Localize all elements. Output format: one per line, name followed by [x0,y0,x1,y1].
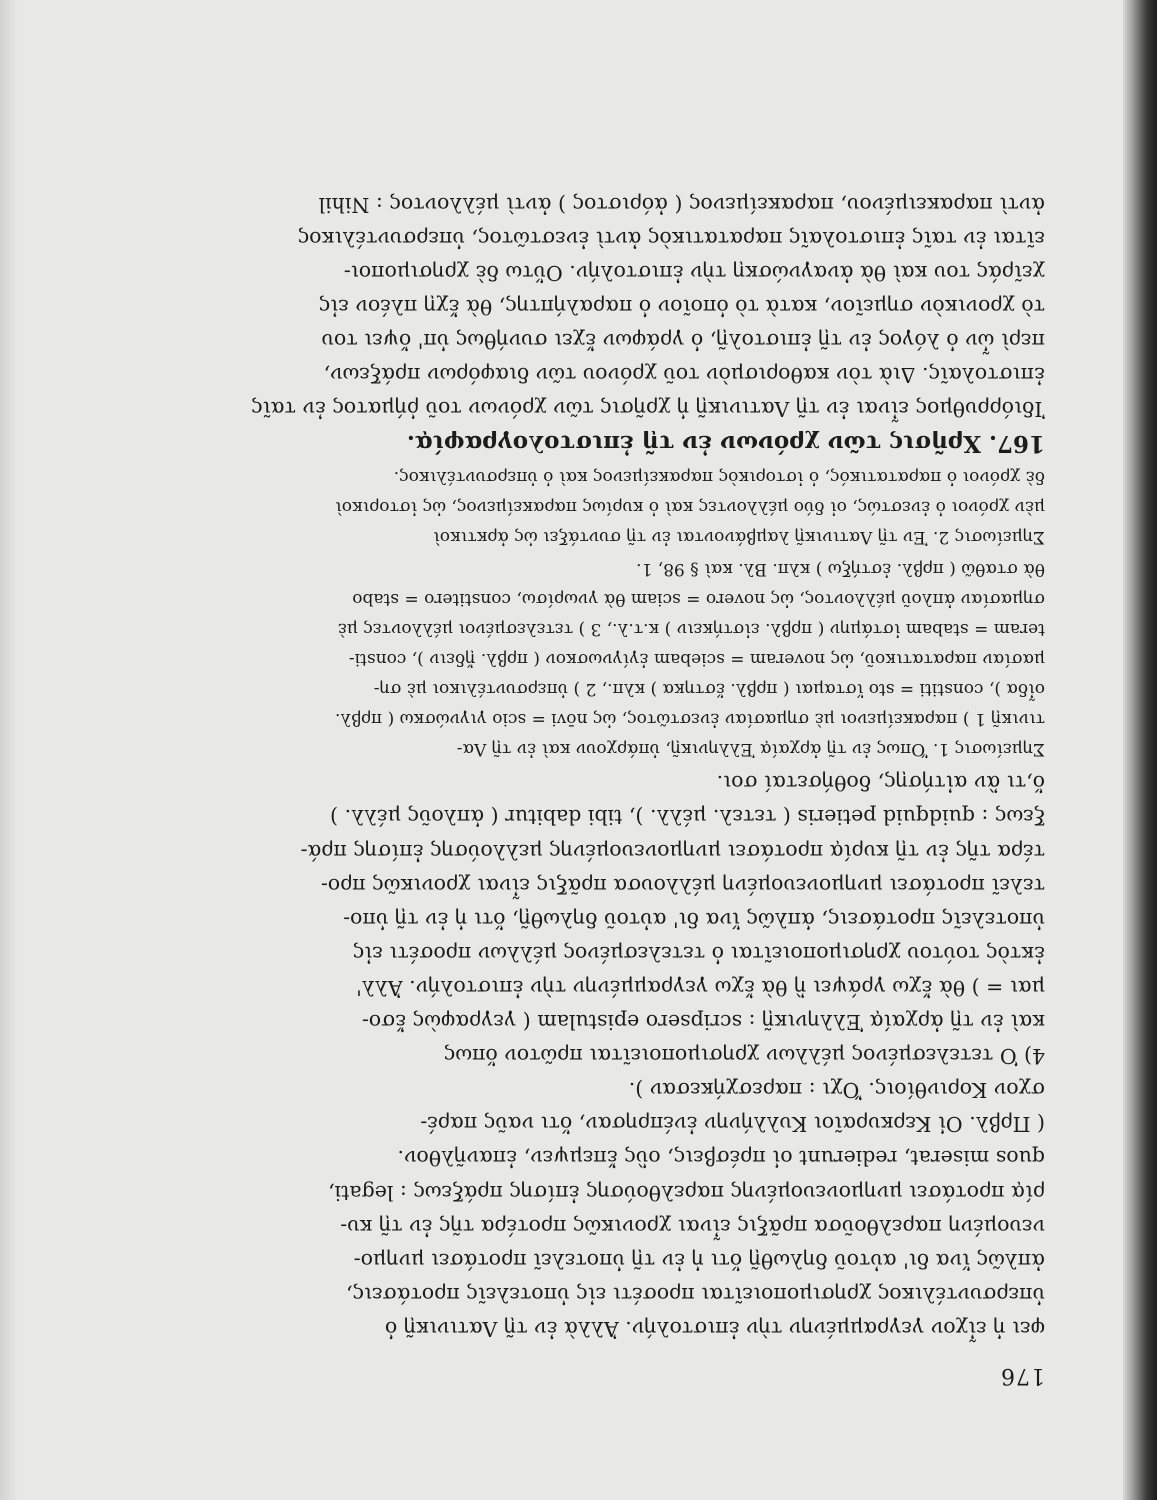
text-line: ἐκτὸς τούτου χρησιμοποιεῖται ὁ τετελεσμένος μέλλων προσέτι εἰς [352,941,1045,966]
text-line: φει ἡ εἶχον γεγραμμένην τὴν ἐπιστολήν. Ἀλλὰ ἐν τῇ Λατινικῇ ὁ [384,1316,1045,1341]
text-line: ξεως : quidquid petieris ( τετελ. μέλλ. ), tibi dabitur ( ἁπλοῦς μέλλ. ) [330,805,1045,830]
text-line: Ἰδιόρρυθμος εἶναι ἐν τῇ Λατινικῇ ἡ χρῆσις τῶν χρόνων τοῦ ῥήματος ἐν ταῖς [251,397,1045,422]
text-line: καὶ ἐν τῇ ἀρχαίᾳ Ἑλληνικῇ : scripsero epistulam ( γεγραφὼς ἔσο- [361,1010,1045,1035]
text-line: ὅ,τι ἂν αἰτήσῃς, δοθήσεταί σοι. [716,771,1045,796]
note-line: μὲν χρόνοι ὁ ἐνεστώς, οἱ δύο μέλλοντες καὶ ὁ κυρίως παρακείμενος, ὡς ἱστορικοὶ [335,497,1045,518]
note-line: teram = stabam ἱστάμην ( πρβλ. εἱστήκειν ) κ.τ.λ., 3 ) τετελεσμένοι μέλλοντες μὲ [337,619,1045,640]
text-line: χεῖράς του καὶ θὰ ἀναγνώσκῃ τὴν ἐπιστολήν. Οὕτω δὲ χρησιμοποι- [343,260,1045,285]
paragraph-main [120,766,1045,1346]
text-line: τελεῖ προτάσει μνημονευομένη μέλλουσα πρᾶξις εἶναι χρονικῶς προ- [320,873,1045,898]
text-line: quos miserat, redierunt οἱ πρέσβεις, οὓς ἔπεμψεν, ἐπανῆλθον. [397,1146,1045,1171]
text-line: 4) Ὁ τετελεσμένος μέλλων χρησιμοποιεῖται πρῶτον ὅπως [443,1044,1045,1069]
note-2 [120,462,1045,552]
text-line: ἀντὶ παρακειμένου, παρακείμενος ( ἀόριστος ) ἀντὶ μέλλοντος : Nihil [318,192,1045,217]
note-line: Σημείωσις 2. Ἐν τῇ Λατινικῇ λαμβάνονται ἐν τῇ συντάξει ὡς ἀρκτικοὶ [433,527,1045,548]
text-line: ὑπερσυντέλικος χρησιμοποιεῖται προσέτι εἰς ὑποτελεῖς προτάσεις, [346,1282,1045,1307]
note-line: Σημείωσις 1. Ὅπως ἐν τῇ ἀρχαίᾳ Ἑλληνικῇ, ὑπάρχουν καὶ ἐν τῇ Λα- [456,739,1045,760]
text-line: ἀπλῶς ἵνα δι' αὐτοῦ δηλωθῇ ὅτι ἡ ἐν τῇ ὑποτελεῖ προτάσει μνημο- [353,1248,1045,1273]
page-edge-shadow [0,0,18,1500]
note-line: δὲ χρόνοι ὁ παρατατικός, ὁ ἱστορικὸς παρακείμενος καὶ ὁ ὑπερσυντέλικος. [393,467,1045,488]
text-line: τέρα τῆς ἐν τῇ κυρίᾳ προτάσει μνημονευομένης μελλούσης ἐπίσης πρά- [300,839,1045,864]
text-line: μαι = ) θὰ ἔχω γράψει ἢ θὰ ἔχω γεγραμμένην τὴν ἐπιστολήν. Ἀλλ' [356,975,1045,1000]
note-1 [120,554,1045,764]
note-line: τινικῇ 1 ) παρακείμενοι μὲ σημασίαν ἐνεστῶτος, ὡς nōvi = scio γιγνώσκω ( πρβλ. [334,709,1045,730]
text-line: εῖται ἐν ταῖς ἐπιστολαῖς παρατατικὸς ἀντὶ ἐνεστῶτος, ὑπερσυντέλικος [297,226,1045,251]
book-binding-gutter [1123,0,1157,1500]
text-line: ἐπιστολαῖς. Διὰ τὸν καθορισμὸν τοῦ χρόνου τῶν διαφόρων πράξεων, [323,363,1045,388]
note-line: θὰ σταθῶ ( πρβλ. ἑστήξω ) κλπ. Βλ. καὶ § 98, 1. [636,559,1045,580]
text-line: νευομένη παρελθοῦσα πρᾶξις εἶναι χρονικῶς προτέρα τῆς ἐν τῇ κυ- [340,1214,1045,1239]
note-line: σημασίαν ἁπλοῦ μέλλοντος, ὡς novero = sciam θὰ γνωρίσω, constitero = stabo [352,589,1045,610]
text-line: τὸ χρονικὸν σημεῖον, κατὰ τὸ ὁποῖον ὁ παραλήπτης, θὰ ἔχῃ πλέον εἰς [318,294,1045,319]
note-line: οἶδα ), constiti = sto ἵσταμαι ( πρβλ. ἕστηκα ) κλπ., 2 ) ὑπερσυντέλικοι μὲ ση- [373,679,1045,700]
note-line: μασίαν παρατατικοῦ, ὡς noveram = sciebam ἐγίγνωσκον ( πρβλ. ᾔδειν ), consti- [348,649,1045,670]
text-line: σχον Κορινθίοις. Ὄχι : παρεσχήκεσαν ). [628,1078,1045,1103]
text-line: ( Πρβλ. Οἱ Κερκυραῖοι Κυλλήνην ἐνέπρησαν, ὅτι ναῦς παρέ- [420,1112,1045,1137]
text-line: περὶ ὧν ὁ λόγος ἐν τῇ ἐπιστολῇ, ὁ γράφων ἔχει συνήθως ὑπ' ὄψει του [321,329,1045,354]
page-number: 176 [1000,1363,1045,1388]
text-line: ὑποτελεῖς προτάσεις, ἁπλῶς ἵνα δι' αὐτοῦ δηλωθῇ, ὅτι ἡ ἐν τῇ ὑπο- [343,907,1045,932]
text-line: ρίᾳ προτάσει μνημονευομένης παρελθούσης ἐπίσης πράξεως : legati, [328,1180,1045,1205]
section-heading: 167. Χρῆσις τῶν χρόνων ἐν τῇ ἐπιστολογραφίᾳ. [406,430,1045,458]
section-167 [120,188,1045,461]
page-text-block [120,82,1045,1392]
